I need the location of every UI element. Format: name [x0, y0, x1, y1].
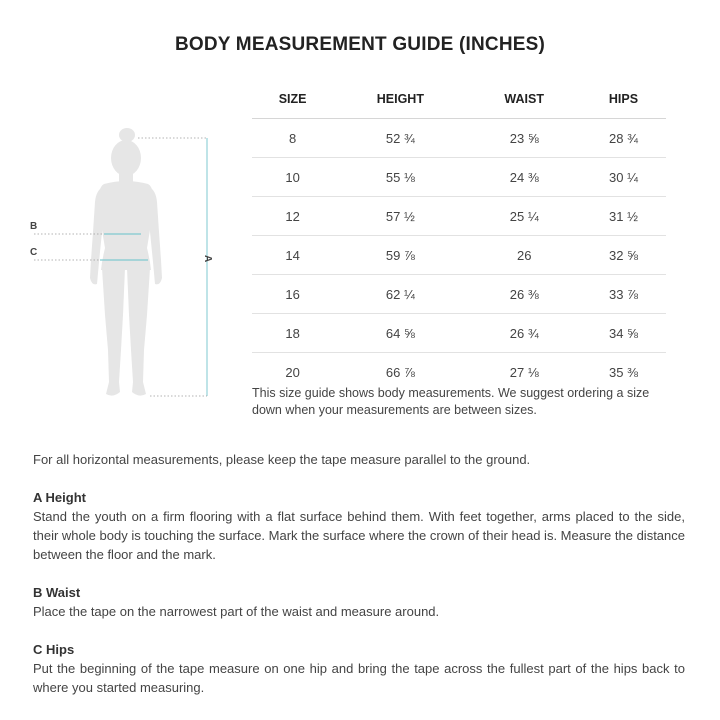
cell-hips: 33 ⅞: [581, 275, 666, 314]
header-hips: HIPS: [581, 80, 666, 119]
measurement-figure: [0, 120, 250, 410]
table-row: [252, 275, 666, 314]
section-title: C Hips: [33, 642, 75, 657]
cell-hips: 34 ⅝: [581, 314, 666, 353]
table-row: [252, 236, 666, 275]
cell-height: 64 ⅝: [333, 314, 467, 353]
table-row: [252, 197, 666, 236]
intro-text: For all horizontal measurements, please keep the tape measure parallel to the ground.: [33, 452, 531, 467]
header-height: HEIGHT: [333, 80, 467, 119]
table-row: [252, 314, 666, 353]
section-title: A Height: [33, 490, 86, 505]
cell-height: 55 ⅛: [333, 158, 467, 197]
section-body: Place the tape on the narrowest part of the waist and measure around.: [33, 604, 440, 619]
cell-waist: 25 ¼: [468, 197, 581, 236]
cell-height: 59 ⅞: [333, 236, 467, 275]
section-body: Put the beginning of the tape measure on one hip and bring the tape across the fullest part of the hips back to where you started measuring.: [33, 661, 685, 695]
table-row: [252, 158, 666, 197]
cell-waist: 23 ⅝: [468, 119, 581, 158]
instructions: [33, 450, 685, 716]
cell-waist: 24 ⅜: [468, 158, 581, 197]
cell-size: 8: [252, 119, 333, 158]
cell-size: 10: [252, 158, 333, 197]
size-table: [252, 80, 666, 391]
cell-hips: 28 ¾: [581, 119, 666, 158]
cell-hips: 35 ⅜: [609, 364, 638, 380]
header-waist: WAIST: [468, 80, 581, 119]
cell-height: 57 ½: [333, 197, 467, 236]
cell-hips: 31 ½: [581, 197, 666, 236]
cell-hips: 30 ¼: [581, 158, 666, 197]
cell-hips: 32 ⅝: [581, 236, 666, 275]
label-c: C: [30, 247, 38, 258]
size-guide-note: This size guide shows body measurements. We suggest ordering a size down when your measurements are between sizes.: [252, 386, 650, 417]
cell-height: 52 ¾: [333, 119, 467, 158]
cell-size: 18: [252, 314, 333, 353]
page-title: BODY MEASUREMENT GUIDE (INCHES): [174, 34, 546, 55]
cell-height: 62 ¼: [333, 275, 467, 314]
cell-size: 12: [252, 197, 333, 236]
cell-height: 66 ⅞: [385, 364, 415, 380]
section-waist: [33, 583, 685, 621]
cell-size: 20: [285, 364, 300, 380]
header-size: SIZE: [252, 80, 333, 119]
cell-waist: 26 ¾: [468, 314, 581, 353]
cell-waist: 27 ⅛: [509, 364, 539, 380]
label-b: B: [30, 221, 38, 232]
table-row: [252, 119, 666, 158]
section-hips: [33, 640, 685, 697]
child-silhouette-icon: [0, 120, 250, 410]
cell-waist: 26 ⅜: [468, 275, 581, 314]
cell-size: 14: [252, 236, 333, 275]
cell-waist: 26: [468, 236, 581, 275]
table-header-row: [252, 80, 666, 119]
cell-size: 16: [252, 275, 333, 314]
section-title: B Waist: [33, 585, 81, 600]
label-a: A: [202, 255, 213, 263]
section-body: Stand the youth on a firm flooring with a flat surface behind them. With feet together, arms placed to the side, their whole body is touching the surface. Mark the surface where the crown of their head is. Measure the distance between the floor and the mark.: [33, 509, 685, 562]
section-height: [33, 488, 685, 564]
